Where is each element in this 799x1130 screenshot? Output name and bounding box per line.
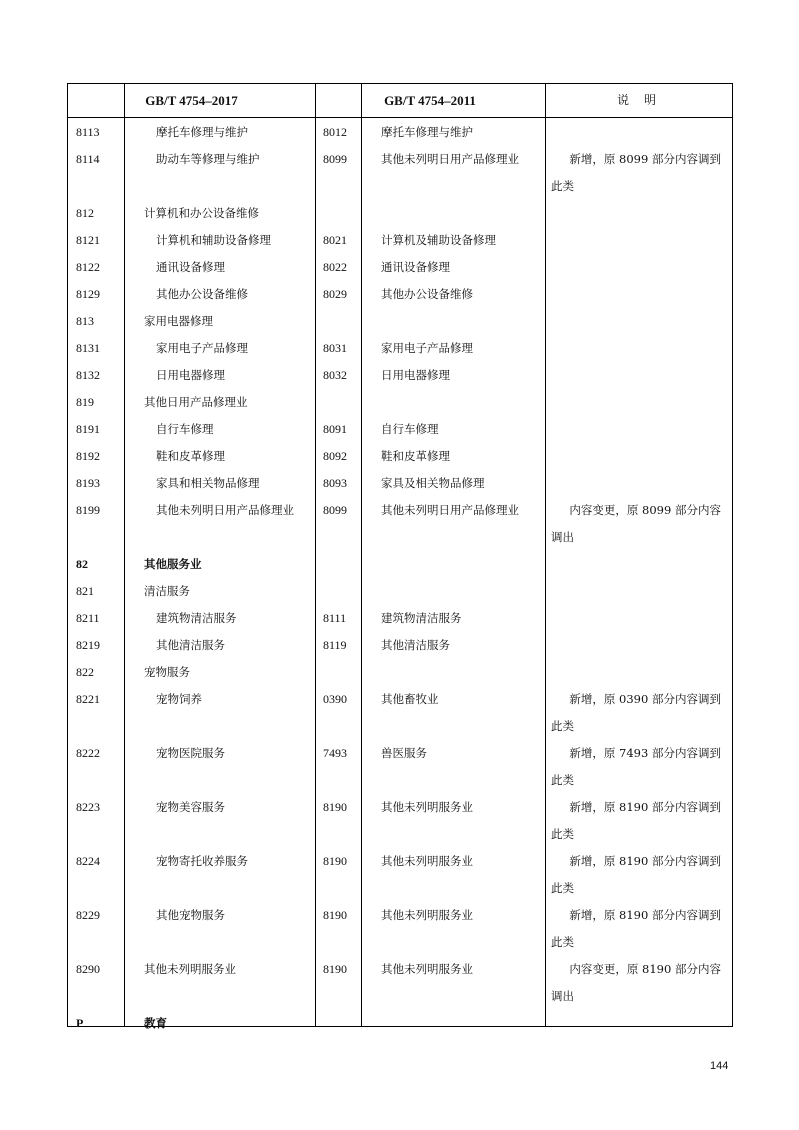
row-name: 计算机和办公设备维修 — [144, 206, 259, 220]
row-name: 其他清洁服务 — [156, 638, 225, 652]
table-row — [68, 686, 734, 740]
row-old-code: 0390 — [323, 692, 347, 706]
row-code: 8131 — [76, 341, 100, 355]
row-code: 8113 — [76, 125, 100, 139]
table-row — [68, 902, 734, 956]
row-note: 新增，原 8099 部分内容调到此类 — [551, 152, 721, 193]
row-old-name: 其他未列明日用产品修理业 — [381, 503, 519, 517]
table-row — [68, 551, 734, 578]
row-old-code: 8092 — [323, 449, 347, 463]
table-row — [68, 416, 734, 443]
row-old-name: 其他未列明服务业 — [381, 800, 473, 814]
row-code: 8193 — [76, 476, 100, 490]
row-code: 819 — [76, 395, 94, 409]
page-number: 144 — [710, 1060, 729, 1072]
row-code: 82 — [76, 557, 88, 571]
table-row — [68, 335, 734, 362]
row-note: 新增，原 8190 部分内容调到此类 — [551, 854, 721, 895]
table-row — [68, 740, 734, 794]
table-row — [68, 389, 734, 416]
row-code: 8114 — [76, 152, 100, 166]
table-row — [68, 956, 734, 1010]
row-old-name: 通讯设备修理 — [381, 260, 450, 274]
row-name: 助动车等修理与维护 — [156, 152, 260, 166]
row-old-code: 8111 — [323, 611, 347, 625]
row-old-code: 8091 — [323, 422, 347, 436]
row-old-code: 8099 — [323, 503, 347, 517]
row-code: 8132 — [76, 368, 100, 382]
row-old-code: 8190 — [323, 962, 347, 976]
row-old-name: 自行车修理 — [381, 422, 439, 436]
row-old-name: 兽医服务 — [381, 746, 427, 760]
row-old-name: 其他清洁服务 — [381, 638, 450, 652]
table-row — [68, 659, 734, 686]
classification-table — [67, 83, 733, 1030]
table-row — [68, 794, 734, 848]
row-old-code: 8190 — [323, 800, 347, 814]
table-row — [68, 308, 734, 335]
table-row — [68, 200, 734, 227]
row-note: 新增，原 0390 部分内容调到此类 — [551, 692, 721, 733]
row-code: P — [76, 1016, 84, 1030]
table-row — [68, 227, 734, 254]
row-note: 内容变更，原 8190 部分内容调出 — [551, 962, 721, 1003]
row-old-name: 其他未列明服务业 — [381, 908, 473, 922]
row-code: 8224 — [76, 854, 100, 868]
row-name: 宠物医院服务 — [156, 746, 225, 760]
row-old-name: 家具及相关物品修理 — [381, 476, 485, 490]
row-code: 8221 — [76, 692, 100, 706]
row-name: 宠物饲养 — [156, 692, 202, 706]
row-code: 8229 — [76, 908, 100, 922]
header-divider — [68, 117, 732, 118]
row-old-code: 8190 — [323, 908, 347, 922]
row-name: 家具和相关物品修理 — [156, 476, 260, 490]
row-old-code: 8031 — [323, 341, 347, 355]
row-note: 内容变更，原 8099 部分内容调出 — [551, 503, 721, 544]
row-name: 鞋和皮革修理 — [156, 449, 225, 463]
row-code: 821 — [76, 584, 94, 598]
row-name: 其他未列明服务业 — [144, 962, 236, 976]
row-old-code: 8012 — [323, 125, 347, 139]
table-row — [68, 848, 734, 902]
row-old-code: 8190 — [323, 854, 347, 868]
row-name: 自行车修理 — [156, 422, 214, 436]
row-old-name: 鞋和皮革修理 — [381, 449, 450, 463]
row-old-name: 其他未列明服务业 — [381, 854, 473, 868]
row-old-name: 建筑物清洁服务 — [381, 611, 462, 625]
header-old-standard: GB/T 4754–2011 — [384, 93, 476, 108]
row-code: 8199 — [76, 503, 100, 517]
table-row — [68, 281, 734, 308]
row-note: 新增，原 8190 部分内容调到此类 — [551, 908, 721, 949]
table-row — [68, 362, 734, 389]
row-name: 通讯设备修理 — [156, 260, 225, 274]
header-note: 说 明 — [616, 93, 662, 107]
row-name: 建筑物清洁服务 — [156, 611, 237, 625]
row-old-name: 其他未列明日用产品修理业 — [381, 152, 519, 166]
row-code: 8223 — [76, 800, 100, 814]
row-name: 摩托车修理与维护 — [156, 125, 248, 139]
table-row — [68, 632, 734, 659]
row-old-name: 家用电子产品修理 — [381, 341, 473, 355]
row-old-code: 7493 — [323, 746, 347, 760]
row-name: 其他宠物服务 — [156, 908, 225, 922]
row-old-code: 8021 — [323, 233, 347, 247]
row-code: 8222 — [76, 746, 100, 760]
row-name: 计算机和辅助设备修理 — [156, 233, 271, 247]
row-code: 8211 — [76, 611, 100, 625]
row-code: 8290 — [76, 962, 100, 976]
row-old-name: 其他畜牧业 — [381, 692, 439, 706]
row-name: 日用电器修理 — [156, 368, 225, 382]
row-name: 宠物美容服务 — [156, 800, 225, 814]
table-row — [68, 578, 734, 605]
row-name: 其他办公设备维修 — [156, 287, 248, 301]
row-code: 8192 — [76, 449, 100, 463]
row-name: 家用电器修理 — [144, 314, 213, 328]
row-code: 812 — [76, 206, 94, 220]
row-old-name: 日用电器修理 — [381, 368, 450, 382]
row-old-name: 其他办公设备维修 — [381, 287, 473, 301]
row-code: 822 — [76, 665, 94, 679]
table-row — [68, 146, 734, 200]
row-old-code: 8022 — [323, 260, 347, 274]
row-old-code: 8119 — [323, 638, 347, 652]
row-note: 新增，原 8190 部分内容调到此类 — [551, 800, 721, 841]
table-row — [68, 605, 734, 632]
row-old-code: 8032 — [323, 368, 347, 382]
row-code: 8219 — [76, 638, 100, 652]
row-code: 8121 — [76, 233, 100, 247]
row-old-code: 8093 — [323, 476, 347, 490]
row-name: 其他服务业 — [144, 557, 202, 571]
row-code: 8191 — [76, 422, 100, 436]
table-row — [68, 443, 734, 470]
row-name: 教育 — [144, 1016, 167, 1030]
row-name: 其他未列明日用产品修理业 — [156, 503, 294, 517]
row-old-name: 计算机及辅助设备修理 — [381, 233, 496, 247]
row-code: 8129 — [76, 287, 100, 301]
table-row — [68, 497, 734, 551]
row-note: 新增，原 7493 部分内容调到此类 — [551, 746, 721, 787]
row-name: 宠物服务 — [144, 665, 190, 679]
table-row — [68, 470, 734, 497]
row-name: 宠物寄托收养服务 — [156, 854, 248, 868]
table-row — [68, 1010, 734, 1037]
row-code: 8122 — [76, 260, 100, 274]
row-code: 813 — [76, 314, 94, 328]
row-old-code: 8029 — [323, 287, 347, 301]
table-row — [68, 254, 734, 281]
header-new-standard: GB/T 4754–2017 — [145, 93, 238, 108]
row-name: 清洁服务 — [144, 584, 190, 598]
table-row — [68, 119, 734, 146]
row-name: 家用电子产品修理 — [156, 341, 248, 355]
row-old-code: 8099 — [323, 152, 347, 166]
row-name: 其他日用产品修理业 — [144, 395, 248, 409]
row-old-name: 摩托车修理与维护 — [381, 125, 473, 139]
row-old-name: 其他未列明服务业 — [381, 962, 473, 976]
